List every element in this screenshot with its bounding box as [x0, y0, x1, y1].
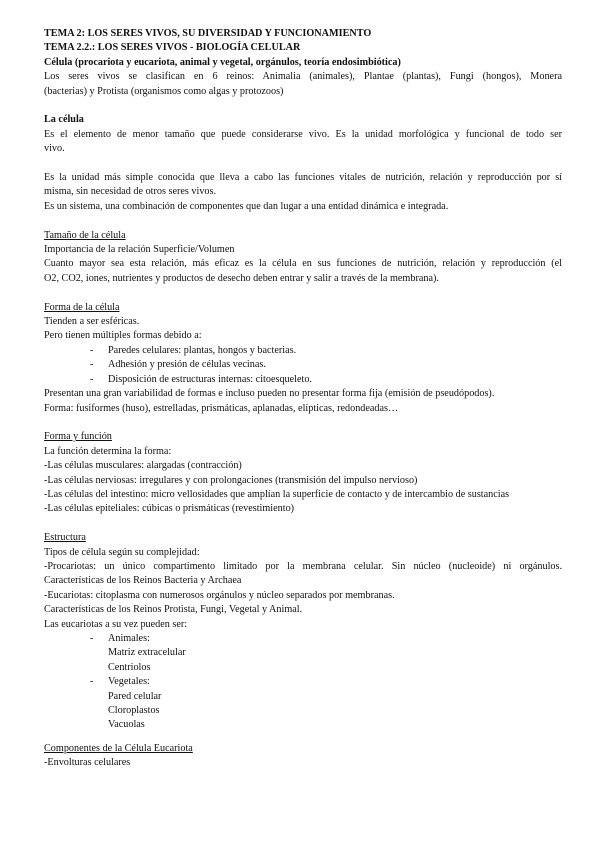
intro-text-line: (bacterias) y Protista (organismos como algas y protozoos) — [44, 85, 284, 97]
section-heading-componentes: Componentes de la Célula Eucariota — [44, 742, 193, 754]
bullet-dash: - — [90, 632, 94, 644]
paragraph-line: Importancia de la relación Superficie/Volumen — [44, 244, 235, 256]
section-heading-estructura: Estructura — [44, 532, 86, 544]
bullet-dash: - — [90, 676, 94, 688]
bullet-item: - Paredes celulares: plantas, hongos y bacterias. — [44, 344, 562, 358]
document-subtitle: Célula (procariota y eucariota, animal y vegetal, orgánulos, teoría endosimbiótica) — [44, 56, 401, 68]
paragraph-line: vivo. — [44, 143, 65, 155]
section-heading-forma: Forma de la célula — [44, 301, 120, 313]
section-heading-tamano: Tamaño de la célula — [44, 229, 126, 241]
paragraph-line: Es la unidad más simple conocida que lleva a cabo las funciones vitales de nutrición, relación y reproducción por sí — [44, 172, 562, 184]
paragraph-line: -Envolturas celulares — [44, 757, 131, 769]
paragraph-line: misma, sin necesidad de otros seres vivos. — [44, 186, 217, 198]
paragraph-line: Pero tienen múltiples formas debido a: — [44, 330, 202, 342]
sub-item: Centriolos — [108, 661, 151, 673]
paragraph-line: Es un sistema, una combinación de componentes que dan lugar a una entidad dinámica e integrada. — [44, 200, 449, 212]
bullet-dash: - — [90, 359, 94, 371]
paragraph-line: Tienden a ser esféricas. — [44, 316, 140, 328]
sub-item: Pared celular — [108, 690, 162, 702]
bullet-item-vegetales: - Vegetales: — [44, 675, 562, 689]
paragraph-line: Características de los Reinos Bacteria y Archaea — [44, 575, 242, 587]
bullet-item-animales: - Animales: — [44, 632, 562, 646]
section-heading-forma-funcion: Forma y función — [44, 431, 112, 443]
paragraph-line: -Las células nerviosas: irregulares y con prolongaciones (transmisión del impulso nervioso) — [44, 474, 418, 486]
paragraph-line: Presentan una gran variabilidad de formas e incluso pueden no presentar forma fija (emisión de pseudópodos). — [44, 388, 495, 400]
paragraph-line: -Las células musculares: alargadas (contracción) — [44, 460, 242, 472]
bullet-item: - Adhesión y presión de células vecinas. — [44, 358, 562, 372]
paragraph-line: Características de los Reinos Protista, Fungi, Vegetal y Animal. — [44, 604, 303, 616]
bullet-dash: - — [90, 373, 94, 385]
bullet-item: - Disposición de estructuras internas: citoesqueleto. — [44, 373, 562, 387]
paragraph-line: Las eucariotas a su vez pueden ser: — [44, 618, 188, 630]
sub-item: Vacuolas — [108, 719, 145, 731]
section-heading-celula: La célula — [44, 114, 84, 126]
intro-text-line: Los seres vivos se clasifican en 6 reinos: Animalia (animales), Plantae (plantas), Fungi (hongos), Monera — [44, 71, 562, 83]
paragraph-line: -Eucariotas: citoplasma con numerosos orgánulos y núcleo separados por membranas. — [44, 589, 395, 601]
paragraph-line: La función determina la forma: — [44, 445, 172, 457]
paragraph-line: -Procariotas: un único compartimento limitado por la membrana celular. Sin núcleo (nucleoide) ni orgánulos. — [44, 560, 562, 572]
title-tema-2-2: TEMA 2.2.: LOS SERES VIVOS - BIOLOGÍA CELULAR — [44, 42, 301, 54]
document-page — [44, 27, 562, 771]
paragraph-line: O2, CO2, iones, nutrientes y productos de desecho deben entrar y salir a través de la membrana). — [44, 272, 439, 284]
paragraph-line: -Las células del intestino: micro vellosidades que amplían la superficie de contacto y de intercambio de sustancias — [44, 488, 510, 500]
paragraph-line: Cuanto mayor sea esta relación, más eficaz es la célula en sus funciones de nutrición, relación y reproducción (el — [44, 258, 562, 270]
bullet-dash: - — [90, 344, 94, 356]
paragraph-line: Tipos de célula según su complejidad: — [44, 546, 200, 558]
paragraph-line: -Las células epiteliales: cúbicas o prismáticas (revestimiento) — [44, 503, 295, 515]
sub-item: Cloroplastos — [108, 705, 160, 716]
title-tema-2: TEMA 2: LOS SERES VIVOS, SU DIVERSIDAD Y FUNCIONAMIENTO — [44, 28, 372, 39]
paragraph-line: Es el elemento de menor tamaño que puede considerarse vivo. Es la unidad morfológica y funcional de todo ser — [44, 128, 562, 140]
paragraph-line: Forma: fusiformes (huso), estrelladas, prismáticas, aplanadas, elípticas, redondeadas… — [44, 402, 399, 414]
sub-item: Matriz extracelular — [108, 647, 186, 659]
